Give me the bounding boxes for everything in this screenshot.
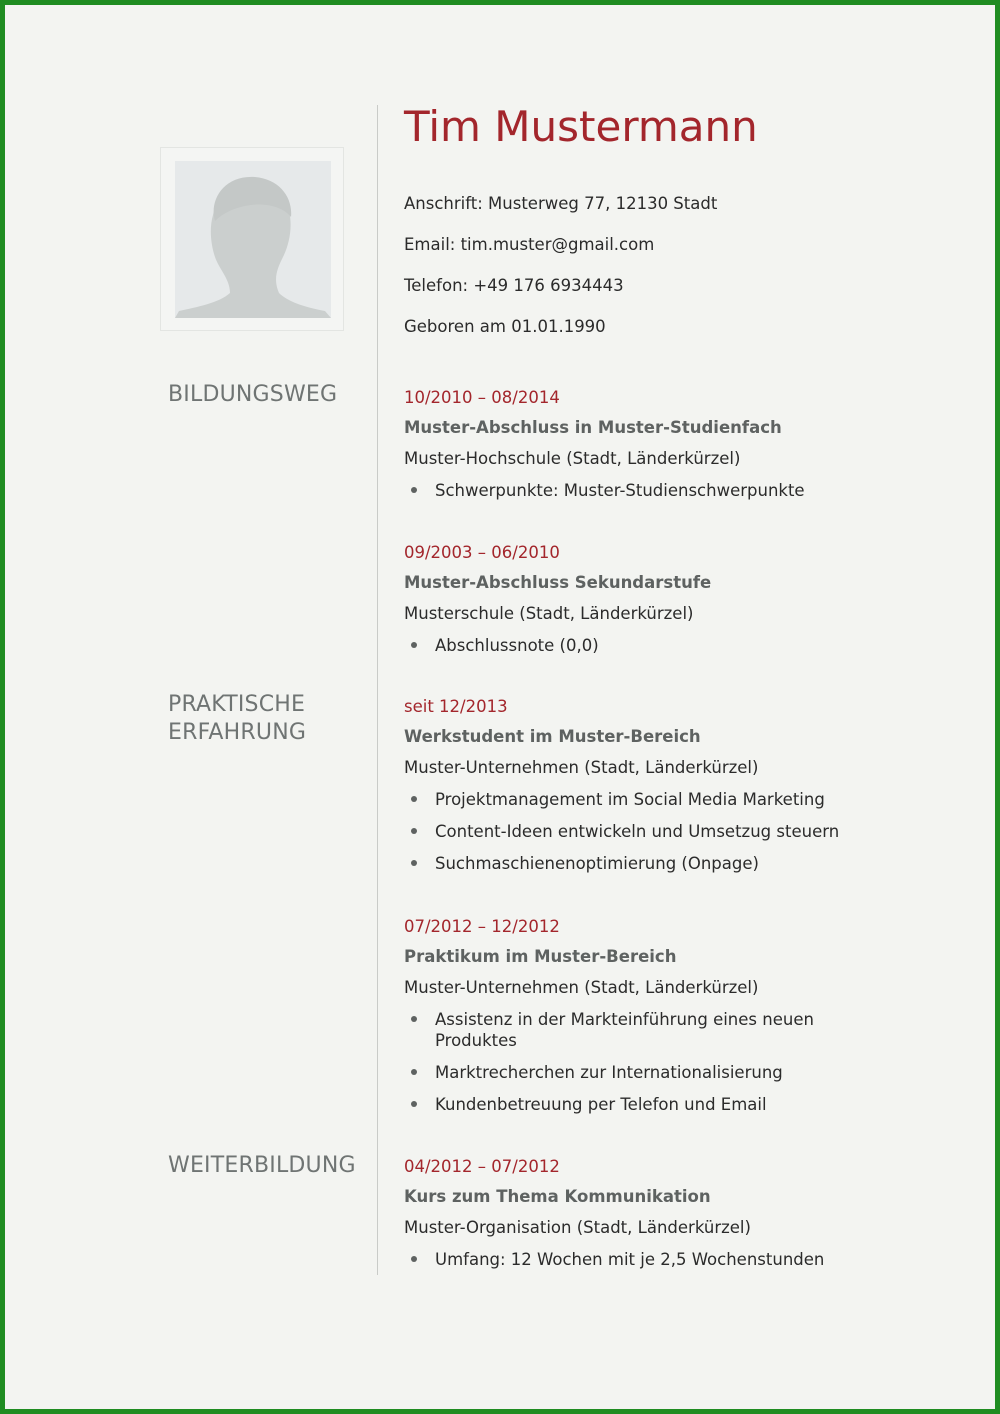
bullet-item [404, 1094, 844, 1115]
bullet-item [404, 821, 844, 842]
phone-line: Telefon: +49 176 6934443 [404, 276, 624, 295]
entry-date: 10/2010 – 08/2014 [404, 388, 560, 407]
email-line: Email: tim.muster@gmail.com [404, 235, 655, 254]
section-label-training: WEITERBILDUNG [168, 1153, 356, 1178]
bullet-text: Kundenbetreuung per Telefon und Email [435, 1095, 767, 1114]
bullet-dot-icon [411, 860, 417, 866]
bullet-item [404, 635, 844, 656]
bullet-text: Content-Ideen entwickeln und Umsetzug steuern [435, 822, 840, 841]
profile-photo [160, 147, 344, 331]
entry-organization: Muster-Organisation (Stadt, Länderkürzel) [404, 1218, 751, 1237]
entry-organization: Muster-Unternehmen (Stadt, Länderkürzel) [404, 978, 759, 997]
entry-date: seit 12/2013 [404, 697, 508, 716]
section-label-education: BILDUNGSWEG [168, 382, 338, 407]
birthdate-line: Geboren am 01.01.1990 [404, 317, 606, 336]
bullet-text: Projektmanagement im Social Media Marketing [435, 790, 825, 809]
person-silhouette-icon [175, 161, 331, 318]
bullet-dot-icon [411, 796, 417, 802]
training-entry [404, 1157, 844, 1281]
bullet-item [404, 480, 844, 501]
entry-organization: Muster-Unternehmen (Stadt, Länderkürzel) [404, 758, 759, 777]
entry-bullets [404, 789, 844, 874]
entry-bullets [404, 1249, 844, 1270]
entry-bullets [404, 635, 844, 656]
entry-organization: Musterschule (Stadt, Länderkürzel) [404, 604, 694, 623]
entry-title: Muster-Abschluss in Muster-Studienfach [404, 418, 782, 437]
education-entry [404, 388, 844, 512]
entry-bullets [404, 480, 844, 501]
bullet-text: Abschlussnote (0,0) [435, 636, 599, 655]
bullet-dot-icon [411, 642, 417, 648]
bullet-dot-icon [411, 1016, 417, 1022]
bullet-dot-icon [411, 828, 417, 834]
section-label-experience-line2: ERFAHRUNG [168, 720, 307, 745]
person-name: Tim Mustermann [404, 102, 758, 151]
entry-organization: Muster-Hochschule (Stadt, Länderkürzel) [404, 449, 741, 468]
experience-entry [404, 697, 844, 885]
bullet-dot-icon [411, 487, 417, 493]
section-label-experience-line1: PRAKTISCHE [168, 692, 306, 717]
bullet-item [404, 1249, 844, 1270]
bullet-item [404, 789, 844, 810]
entry-title: Muster-Abschluss Sekundarstufe [404, 573, 712, 592]
address-line: Anschrift: Musterweg 77, 12130 Stadt [404, 194, 718, 213]
entry-bullets [404, 1009, 844, 1115]
bullet-text: Marktrecherchen zur Internationalisierung [435, 1063, 783, 1082]
education-entry [404, 543, 844, 667]
bullet-dot-icon [411, 1069, 417, 1075]
bullet-item [404, 1062, 844, 1083]
entry-date: 07/2012 – 12/2012 [404, 917, 560, 936]
section-label-experience [168, 691, 306, 747]
bullet-dot-icon [411, 1256, 417, 1262]
vertical-divider [377, 105, 378, 1275]
entry-title: Werkstudent im Muster-Bereich [404, 727, 701, 746]
entry-title: Kurs zum Thema Kommunikation [404, 1187, 711, 1206]
bullet-item [404, 853, 844, 874]
experience-entry [404, 917, 844, 1126]
entry-title: Praktikum im Muster-Bereich [404, 947, 677, 966]
bullet-text: Umfang: 12 Wochen mit je 2,5 Wochenstunden [435, 1250, 825, 1269]
entry-date: 04/2012 – 07/2012 [404, 1157, 560, 1176]
bullet-item [404, 1009, 835, 1051]
bullet-text: Suchmaschienenoptimierung (Onpage) [435, 854, 759, 873]
bullet-text: Schwerpunkte: Muster-Studienschwerpunkte [435, 481, 805, 500]
entry-date: 09/2003 – 06/2010 [404, 543, 560, 562]
bullet-text: Assistenz in der Markteinführung eines neuen Produktes [435, 1010, 814, 1050]
bullet-dot-icon [411, 1101, 417, 1107]
